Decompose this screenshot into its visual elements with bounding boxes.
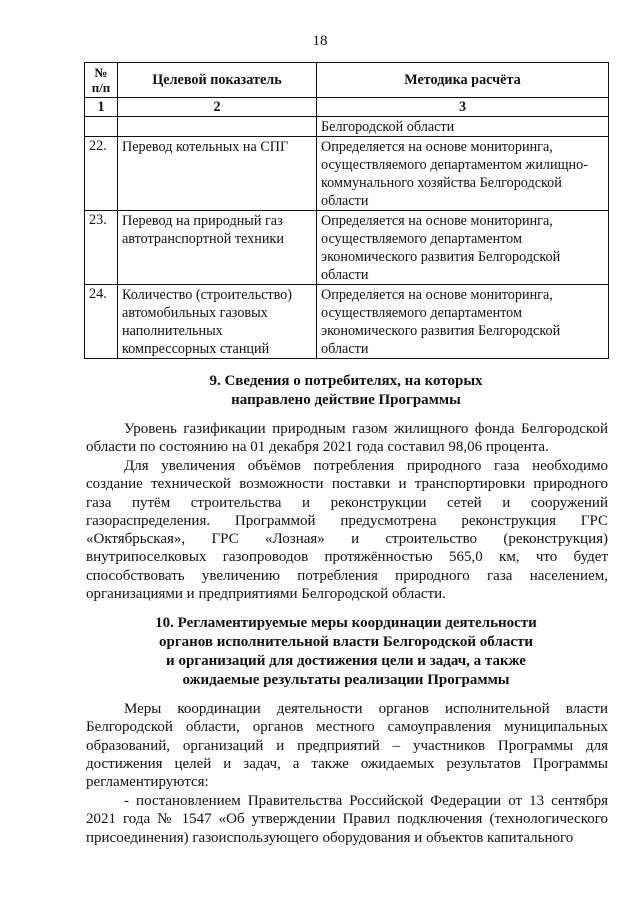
section-10-title-line-3: и организаций для достижения цели и задач, а также [166,653,526,669]
table-row [85,285,609,359]
section-10-title [84,614,608,690]
table-header-row [85,63,609,98]
continuation-indicator-cell [118,117,317,137]
continuation-method-cell: Белгородской области [317,117,609,137]
row-indicator: Перевод на природный газ автотранспортной техники [118,211,317,285]
table-row-continuation [85,117,609,137]
row-indicator: Перевод котельных на СПГ [118,137,317,211]
section-9-title [84,372,608,410]
section-9-paragraph-2: Для увеличения объёмов потребления природного газа необходимо создание технической возможности поставки и транспортировки природного газа путём строительства и реконструкции сетей и сооружений газораспределения. Программой предусмотрена реконструкция ГРС «Октябрьская», ГРС «Лозная» и строительство (реконструкция) внутрипоселковых газопроводов протяжённостью 565,0 км, что будет способствовать увеличению потребления природного газа населением, организациями и предприятиями Белгородской области. [86,458,608,603]
section-10-title-line-4: ожидаемые результаты реализации Программы [182,672,510,688]
section-10-paragraph-1: Меры координации деятельности органов исполнительной власти Белгородской области, органов местного самоуправления муниципальных образований, организаций и предприятий – участников Программы для достижения целей и задач, а также ожидаемых результатов Программы регламентируются: [86,701,608,791]
row-number: 23. [85,211,118,285]
section-10-title-line-2: органов исполнительной власти Белгородской области [159,634,533,650]
row-method: Определяется на основе мониторинга, осуществляемого департаментом экономического развития Белгородской области [317,285,609,359]
continuation-num-cell [85,117,118,137]
row-number: 24. [85,285,118,359]
section-10-title-line-1: 10. Регламентируемые меры координации деятельности [155,615,537,631]
column-number-row [85,98,609,117]
header-number [85,63,118,98]
header-number-abbr: п/п [91,80,111,95]
header-number-symbol: № [94,65,108,80]
header-indicator: Целевой показатель [118,63,317,98]
section-9-paragraph-1: Уровень газификации природным газом жилищного фонда Белгородской области по состоянию на 01 декабря 2021 года составил 98,06 процента. [86,421,608,456]
column-number-2: 2 [118,98,317,117]
section-9-title-line-1: 9. Сведения о потребителях, на которых [209,373,483,389]
table-row [85,137,609,211]
row-method: Определяется на основе мониторинга, осуществляемого департаментом экономического развития Белгородской области [317,211,609,285]
row-method: Определяется на основе мониторинга, осуществляемого департаментом жилищно-коммунального хозяйства Белгородской области [317,137,609,211]
table-row [85,211,609,285]
header-method: Методика расчёта [317,63,609,98]
column-number-3: 3 [317,98,609,117]
page-number: 18 [312,33,328,49]
targets-table [84,62,609,359]
section-9-title-line-2: направлено действие Программы [231,392,461,408]
column-number-1: 1 [85,98,118,117]
section-10-paragraph-2: - постановлением Правительства Российской Федерации от 13 сентября 2021 года № 1547 «Об утверждении Правил подключения (технологического присоединения) газоиспользующего оборудования и объектов капитального [86,793,608,846]
row-indicator: Количество (строительство) автомобильных газовых наполнительных компрессорных станций [118,285,317,359]
row-number: 22. [85,137,118,211]
